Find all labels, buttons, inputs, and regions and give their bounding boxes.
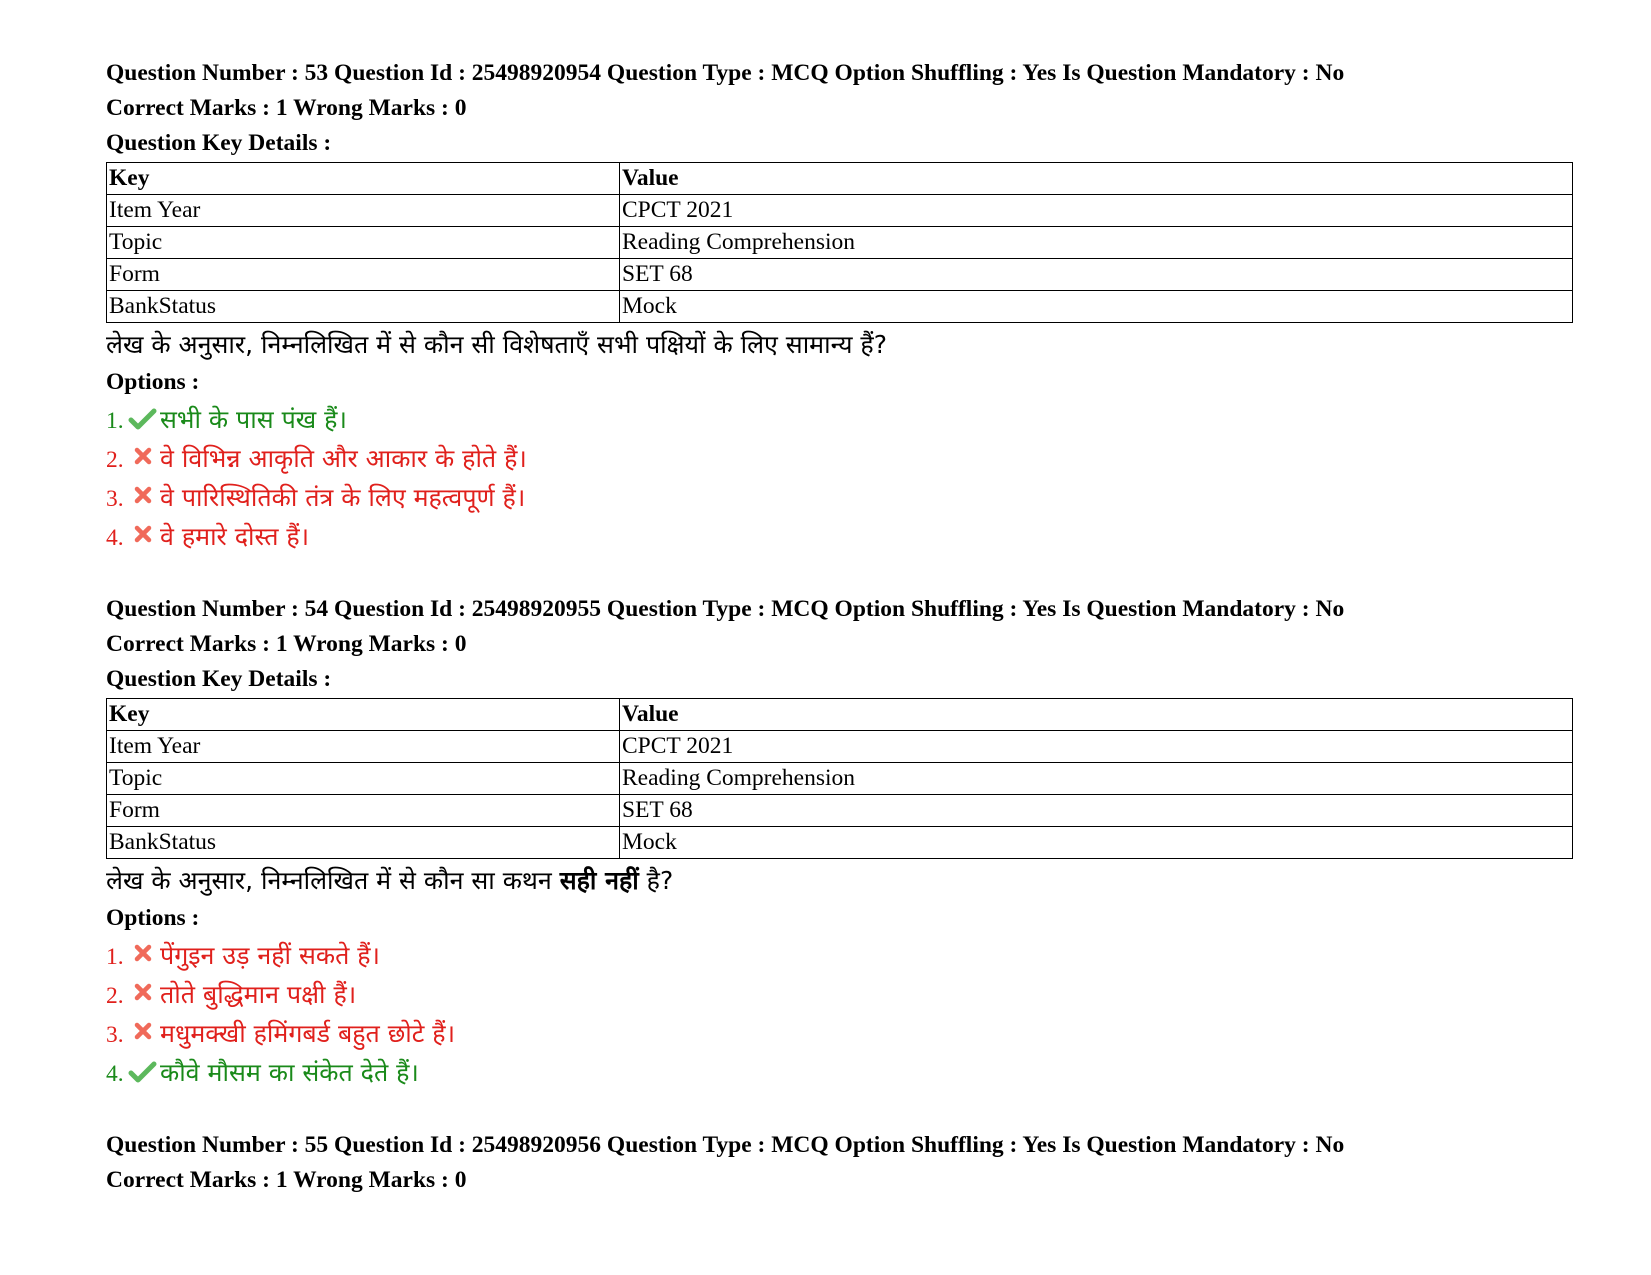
option-text: सभी के पास पंख हैं।: [160, 404, 347, 434]
table-header-value: Value: [620, 699, 1573, 731]
table-cell-key: BankStatus: [107, 827, 620, 859]
table-cell-value: Mock: [620, 291, 1573, 323]
table-row: [107, 827, 1573, 859]
option-2: [106, 438, 1576, 477]
option-3: [106, 1013, 1576, 1052]
cross-icon: [128, 445, 158, 471]
table-cell-key: Topic: [107, 763, 620, 795]
table-cell-key: Form: [107, 259, 620, 291]
check-icon: [128, 406, 158, 432]
option-number: 1.: [106, 944, 124, 970]
option-number: 4.: [106, 1061, 124, 1087]
question-text-after: है?: [638, 866, 674, 895]
option-text: तोते बुद्धिमान पक्षी हैं।: [160, 979, 357, 1009]
key-details-label: Question Key Details :: [106, 666, 332, 692]
option-number: 3.: [106, 486, 124, 512]
option-number: 2.: [106, 447, 124, 473]
option-text: कौवे मौसम का संकेत देते हैं।: [160, 1057, 419, 1087]
table-cell-key: Topic: [107, 227, 620, 259]
option-2: [106, 974, 1576, 1013]
option-1: [106, 399, 1576, 438]
question-header: Question Number : 53 Question Id : 25498920954 Question Type : MCQ Option Shuffling : Yes Is Question Mandatory : No: [106, 60, 1345, 86]
key-details-table: [106, 698, 1573, 859]
table-row: [107, 795, 1573, 827]
question-text-emphasis: सही नहीं: [559, 866, 639, 895]
table-cell-value: SET 68: [620, 259, 1573, 291]
key-details-table: [106, 162, 1573, 323]
table-cell-value: Mock: [620, 827, 1573, 859]
option-text: वे हमारे दोस्त हैं।: [160, 521, 310, 551]
question-text: लेख के अनुसार, निम्नलिखित में से कौन सी विशेषताएँ सभी पक्षियों के लिए सामान्य हैं?: [106, 330, 887, 359]
question-marks: Correct Marks : 1 Wrong Marks : 0: [106, 95, 467, 121]
table-cell-key: Item Year: [107, 731, 620, 763]
question-header: Question Number : 55 Question Id : 25498920956 Question Type : MCQ Option Shuffling : Yes Is Question Mandatory : No: [106, 1132, 1345, 1158]
table-header-row: [107, 699, 1573, 731]
cross-icon: [128, 1020, 158, 1046]
table-cell-value: Reading Comprehension: [620, 227, 1573, 259]
check-icon: [128, 1059, 158, 1085]
question-block-55: [106, 1128, 1576, 1198]
question-marks: Correct Marks : 1 Wrong Marks : 0: [106, 1167, 467, 1193]
option-text: पेंगुइन उड़ नहीं सकते हैं।: [160, 940, 381, 970]
option-text: मधुमक्खी हमिंगबर्ड बहुत छोटे हैं।: [160, 1018, 456, 1048]
option-text: वे विभिन्न आकृति और आकार के होते हैं।: [160, 443, 527, 473]
table-row: [107, 259, 1573, 291]
table-cell-key: BankStatus: [107, 291, 620, 323]
option-4: [106, 516, 1576, 555]
table-header-value: Value: [620, 163, 1573, 195]
table-cell-key: Item Year: [107, 195, 620, 227]
option-number: 3.: [106, 1022, 124, 1048]
option-number: 1.: [106, 408, 124, 434]
option-3: [106, 477, 1576, 516]
table-row: [107, 763, 1573, 795]
question-text-before: लेख के अनुसार, निम्नलिखित में से कौन सा कथन: [106, 866, 560, 895]
table-cell-value: Reading Comprehension: [620, 763, 1573, 795]
cross-icon: [128, 484, 158, 510]
key-details-label: Question Key Details :: [106, 130, 332, 156]
table-row: [107, 291, 1573, 323]
option-number: 4.: [106, 525, 124, 551]
table-row: [107, 195, 1573, 227]
question-marks: Correct Marks : 1 Wrong Marks : 0: [106, 631, 467, 657]
table-header-key: Key: [107, 163, 620, 195]
table-row: [107, 731, 1573, 763]
option-1: [106, 935, 1576, 974]
cross-icon: [128, 981, 158, 1007]
option-text: वे पारिस्थितिकी तंत्र के लिए महत्वपूर्ण हैं।: [160, 482, 526, 512]
table-cell-value: CPCT 2021: [620, 195, 1573, 227]
option-4: [106, 1052, 1576, 1091]
option-number: 2.: [106, 983, 124, 1009]
question-block-54: [106, 592, 1576, 1091]
document-page: [106, 56, 1576, 1235]
table-cell-value: SET 68: [620, 795, 1573, 827]
table-header-row: [107, 163, 1573, 195]
table-header-key: Key: [107, 699, 620, 731]
cross-icon: [128, 942, 158, 968]
question-block-53: [106, 56, 1576, 555]
question-text: [106, 860, 1576, 902]
cross-icon: [128, 523, 158, 549]
table-cell-key: Form: [107, 795, 620, 827]
options-label: Options :: [106, 905, 200, 931]
table-row: [107, 227, 1573, 259]
table-cell-value: CPCT 2021: [620, 731, 1573, 763]
question-header: Question Number : 54 Question Id : 25498920955 Question Type : MCQ Option Shuffling : Yes Is Question Mandatory : No: [106, 596, 1345, 622]
options-label: Options :: [106, 369, 200, 395]
